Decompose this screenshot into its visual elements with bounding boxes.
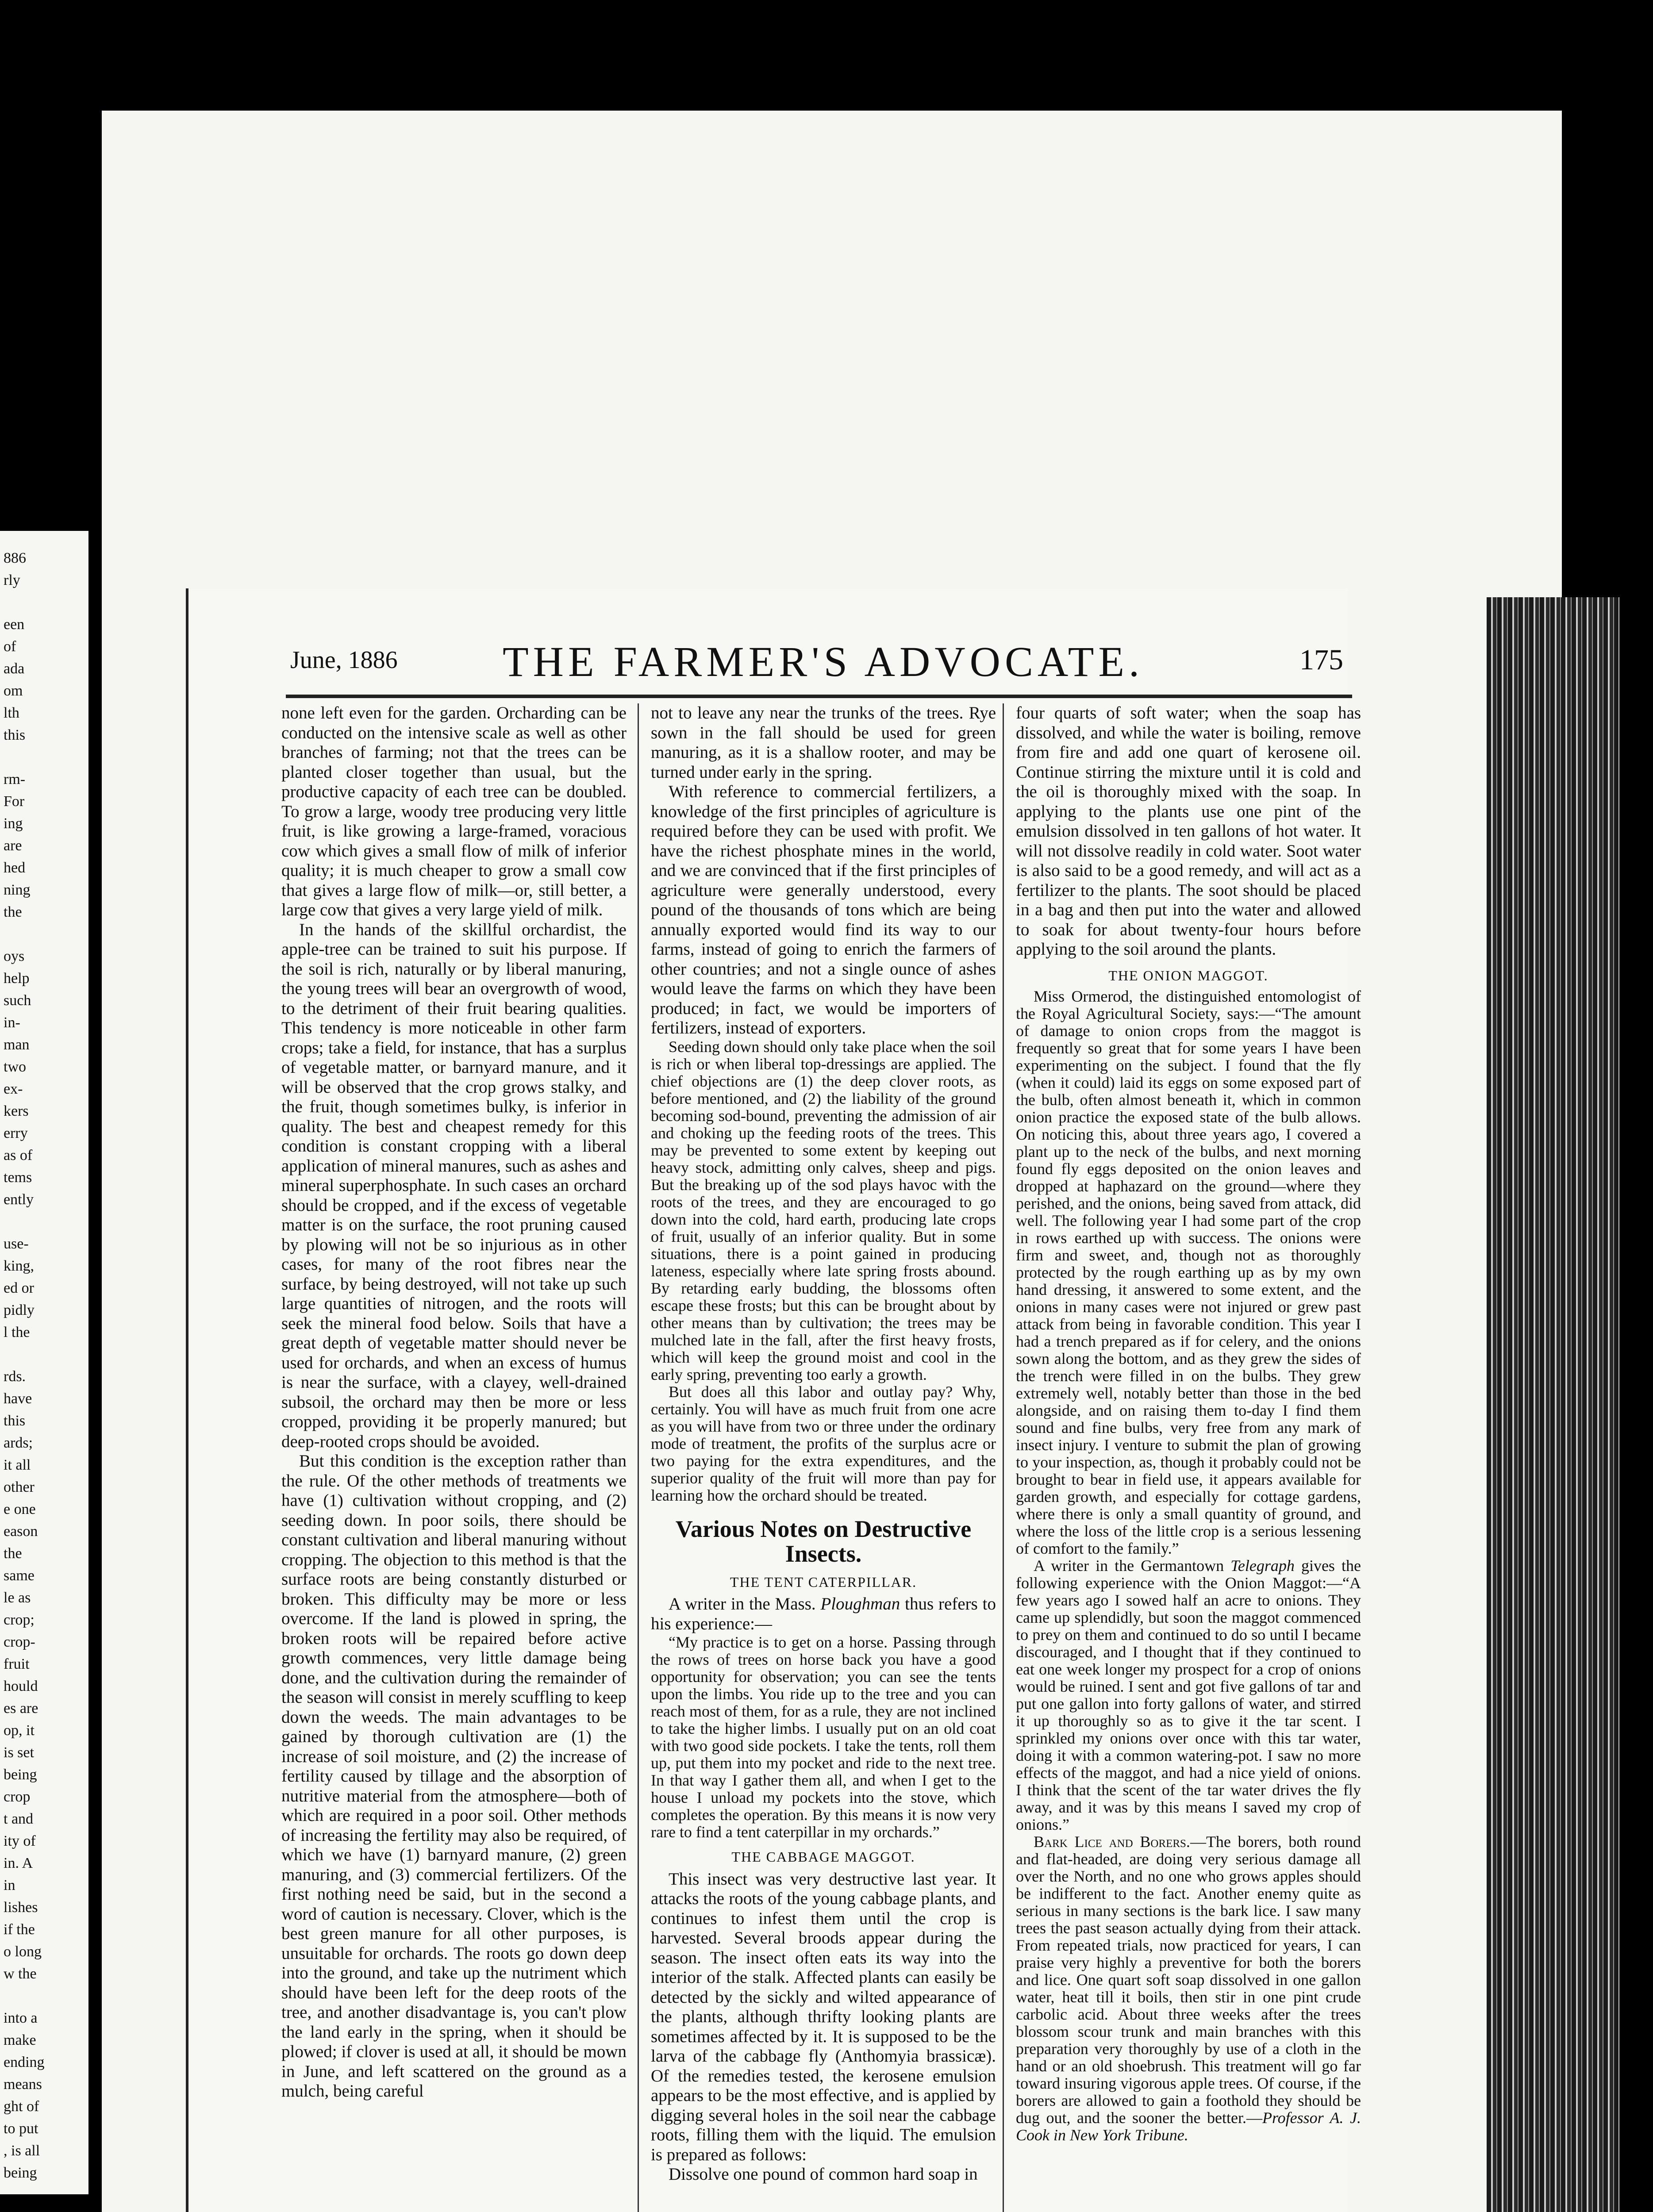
- margin-fragment: two: [4, 1059, 26, 1075]
- text-run: thus refers to his experience:—: [651, 1594, 996, 1633]
- margin-fragment: into a: [4, 2010, 38, 2026]
- margin-fragment: rly: [4, 572, 20, 588]
- margin-fragment: other: [4, 1479, 35, 1495]
- margin-fragment: being: [4, 1767, 37, 1783]
- book-spine: [1487, 597, 1619, 2212]
- section-subhead: THE ONION MAGGOT.: [1108, 967, 1269, 983]
- column-3: [1016, 703, 1361, 2144]
- column-divider: [1003, 703, 1004, 2212]
- margin-fragment: , is all: [4, 2143, 40, 2159]
- margin-fragment: lth: [4, 705, 19, 721]
- margin-fragment: hed: [4, 860, 26, 876]
- margin-fragment: the: [4, 1545, 22, 1562]
- margin-fragment: om: [4, 683, 23, 699]
- margin-fragment: o long: [4, 1943, 42, 1960]
- margin-fragment: ards;: [4, 1435, 33, 1451]
- margin-fragment: rds.: [4, 1368, 26, 1385]
- paragraph: This insect was very destructive last year. It attacks the roots of the young cabbage plants, and continues to infest them until the crop is harvested. Several broods appear during the season. The insect often eats its way into the interior of the stalk. Affected plants can easily be detected by the sickly and wilted appearance of the plants, although thrifty looking plants are sometimes affected by it. It is supposed to be the larva of the cabbage fly (Anthomyia brassicæ). Of the remedies tested, the kerosene emulsion appears to be the most effective, and is applied by digging several holes in the soil near the cabbage roots, filling them with the liquid. The emulsion is prepared as follows:: [651, 1869, 996, 2164]
- text-run: gives the following experience with the Onion Maggot:—“A few years ago I sowed half an acre to onions. They came up splendidly, but soon the maggot commenced to prey on them and continued to do so until I became discouraged, and I thought that if they continued to eat one week longer my prospect for a crop of onions would be ruined. I sent and got five gallons of tar and put one gallon into forty gallons of water, and stirred it up thoroughly so as to give it the tar scent. I sprinkled my onions over once with this tar water, doing it with a common watering-pot. I saw no more effects of the maggot, and had a nice yield of onions. I think that the scent of the tar water drives the fly away, and it was by this means I saved my crop of onions.”: [1016, 1557, 1361, 1833]
- margin-fragment: use-: [4, 1236, 29, 1252]
- paragraph: But does all this labor and outlay pay? Why, certainly. You will have as much fruit from one acre as you will have from two or three under the ordinary mode of treatment, the profits of the surplus acre or two paying for the extra expenditures, and the superior quality of the fruit will more than pay for learning how the orchard should be treated.: [651, 1382, 996, 1504]
- margin-fragment: king,: [4, 1258, 34, 1274]
- margin-fragment: rm-: [4, 771, 26, 787]
- margin-fragment: of: [4, 638, 16, 655]
- margin-fragment: For: [4, 793, 25, 810]
- margin-fragment: is set: [4, 1744, 34, 1761]
- margin-fragment: eason: [4, 1523, 38, 1540]
- margin-fragment: ed or: [4, 1280, 34, 1296]
- newspaper-name: Ploughman: [820, 1594, 900, 1613]
- margin-fragment: fruit: [4, 1656, 30, 1672]
- margin-fragment: ity of: [4, 1833, 36, 1849]
- margin-fragment: help: [4, 970, 30, 987]
- margin-fragment: op, it: [4, 1722, 35, 1739]
- text-run: —The borers, both round and flat-headed, are doing very serious damage all over the North, and no one who grows apples should be indifferent to the fact. Another enemy quite as serious in many sections is the bark lice. I saw many trees the past season actually dying from their attack. From repeated trials, now practiced for years, I can praise very highly a preventive for both the borers and lice. One quart soft soap dissolved in one gallon water, heat till it boils, then stir in one pint crude carbolic acid. About three weeks after the trees blossom scour trunk and main branches with this preparation very thoroughly by use of a cloth in the hand or an old shoebrush. This treatment will go far toward insuring vigorous apple trees. Of course, if the borers are allowed to gain a foothold they should be dug out, and the sooner the better.—: [1016, 1833, 1361, 2127]
- header-date: June, 1886: [290, 646, 398, 674]
- margin-fragment: oys: [4, 948, 25, 964]
- margin-fragment: erry: [4, 1125, 28, 1141]
- margin-fragment: in-: [4, 1014, 20, 1031]
- column-1: [281, 703, 627, 2101]
- margin-fragment: pidly: [4, 1302, 35, 1318]
- paragraph: But this condition is the exception rather than the rule. Of the other methods of treatments we have (1) cultivation without cropping, and (2) seeding down. In poor soils, there should be constant cultivation and liberal manuring without cropping. The objection to this method is that the surface roots are being constantly disturbed or broken. This difficulty may be more or less overcome. If the land is plowed in spring, the broken roots will be repaired before active growth commences, very little damage being done, and the cultivation during the remainder of the season will consist in merely scuffling to keep down the weeds. The main advantages to be gained by thorough cultivation are (1) the increase of soil moisture, and (2) the increase of fertility caused by tillage and the absorption of nutritive material from the atmosphere—both of which are required in a poor soil. Other methods of increasing the fertility may also be required, of which we have (1) barnyard manure, (2) green manuring, and (3) commercial fertilizers. Of the first nothing need be said, but in the second a word of caution is necessary. Clover, which is the best green manure for all other purposes, is unsuitable for orchards. The roots go down deep into the ground, and take up the nutriment which should have been left for the deep roots of the tree, and another disadvantage is, you can't plow the land early in the spring, when it should be plowed; if clover is used at all, it should be mown in June, and left scattered on the ground as a mulch, being careful: [281, 1452, 627, 2101]
- margin-fragment: hould: [4, 1678, 38, 1694]
- margin-fragment: have: [4, 1390, 32, 1407]
- margin-fragment: t and: [4, 1811, 34, 1827]
- margin-fragment: in. A: [4, 1855, 33, 1871]
- section-subhead: THE CABBAGE MAGGOT.: [731, 1849, 915, 1865]
- paragraph-lead: Bark Lice and Borers.: [1034, 1833, 1190, 1851]
- margin-fragment: such: [4, 992, 31, 1009]
- margin-fragment: crop-: [4, 1634, 35, 1650]
- margin-fragment: this: [4, 727, 26, 743]
- paragraph: [651, 1594, 996, 1634]
- paragraph: [1016, 1833, 1361, 2144]
- paragraph: With reference to commercial fertilizers, a knowledge of the first principles of agriculture is required before they can be used with profit. We have the richest phosphate mines in the world, and we are convinced that if the first principles of agriculture were generally understood, every pound of the thousands of tons which are being annually exported would find its way to our farms, instead of going to enrich the farmers of other countries; and not a single ounce of ashes would leave the farms on which they have been produced; in fact, we would be importers of fertilizers, instead of exporters.: [651, 782, 996, 1037]
- paragraph: Miss Ormerod, the distinguished entomologist of the Royal Agricultural Society, says:—“The amount of damage to onion crops from the maggot is frequently so great that for some years I have been experimenting on the subject. I found that the fly (when it could) laid its eggs on some exposed part of the bulb, often almost beneath it, which in common onion practice the exposed state of the bulb allows. On noticing this, about three years ago, I covered a plant up to the neck of the bulbs, and next morning found fly eggs deposited on the onion leaves and dropped at haphazard on the ground—where they perished, and the onions, being saved from attack, did well. The following year I had some part of the crop in rows earthed up with success. The onions were firm and sweet, and, though not as thoroughly protected by the rough earthing up as by my own hand dressing, it answered to some extent, and the onions in many cases were not injured or grew past attack from being in favorable condition. This year I had a trench prepared as if for celery, and the onions sown along the bottom, and as they grew the sides of the trench were filled in on the bulbs. They grew extremely well, notably better than those in the bed alongside, and on raising them to-day I find them sound and fine bulbs, very free from any mark of insect injury. I venture to submit the plan of growing to your inspection, as, though it probably could not be brought to bear in field use, it appears available for garden growth, and especially for cottage gardens, where there is only a small quantity of ground, and where the loss of the little crop is a serious lessening of comfort to the family.”: [1016, 987, 1361, 1557]
- margin-fragment: as of: [4, 1147, 33, 1164]
- margin-fragment: this: [4, 1413, 26, 1429]
- paragraph: Dissolve one pound of common hard soap in: [669, 2165, 978, 2184]
- margin-fragment: ending: [4, 2054, 45, 2070]
- margin-fragment: the: [4, 904, 22, 920]
- margin-fragment: l the: [4, 1324, 30, 1340]
- margin-fragment: le as: [4, 1590, 31, 1606]
- margin-fragment: to put: [4, 2120, 38, 2137]
- paragraph: not to leave any near the trunks of the trees. Rye sown in the fall should be used for green manuring, as it is a shallow rooter, and may be turned under early in the spring.: [651, 703, 996, 782]
- text-run: A writer in the Mass.: [669, 1594, 821, 1613]
- margin-fragment: w the: [4, 1966, 37, 1982]
- paragraph: four quarts of soft water; when the soap has dissolved, and while the water is boiling, remove from fire and add one quart of kerosene oil. Continue stirring the mixture until it is cold and the oil is thoroughly mixed with the soap. In applying to the plants use one pint of the emulsion dissolved in ten gallons of hot water. It will not dissolve readily in cold water. Soot water is also said to be a good remedy, and will act as a fertilizer to the plants. The soot should be placed in a bag and then put into the water and allowed to soak for about twenty-four hours before applying to the soil around the plants.: [1016, 703, 1361, 959]
- margin-fragment: 886: [4, 550, 26, 566]
- margin-fragment: make: [4, 2032, 36, 2048]
- margin-fragment: e one: [4, 1501, 36, 1517]
- margin-fragment: man: [4, 1037, 30, 1053]
- margin-fragment: ning: [4, 882, 31, 898]
- column-2: [651, 703, 996, 2185]
- margin-fragment: crop: [4, 1789, 31, 1805]
- attribution: Professor A. J. Cook in New York Tribune.: [1016, 2109, 1361, 2144]
- margin-fragment: kers: [4, 1103, 29, 1119]
- margin-fragment: een: [4, 616, 25, 633]
- header-rule: [286, 695, 1352, 698]
- paragraph: none left even for the garden. Orcharding can be conducted on the intensive scale as well as other branches of farming; not that the trees can be planted closer together than usual, but the productive capacity of each tree can be doubled. To grow a large, woody tree producing very little fruit, is like growing a large-framed, voracious cow which gives a small flow of milk of inferior quality; it is much cheaper to grow a small cow that gives a large flow of milk—or, still better, a large cow that gives a very large yield of milk.: [281, 703, 627, 919]
- page-number: 175: [1299, 644, 1343, 676]
- margin-fragment: tems: [4, 1169, 32, 1186]
- text-run: A writer in the Germantown: [1034, 1557, 1231, 1575]
- paragraph: Seeding down should only take place when the soil is rich or when liberal top-dressings are applied. The chief objections are (1) the deep clover roots, as before mentioned, and (2) the liability of the ground becoming sod-bound, preventing the admission of air and choking up the feeding roots of the trees. This may be prevented to some extent by keeping out heavy stock, admitting only calves, sheep and pigs. But the breaking up of the sod plays havoc with the roots of the trees, and they are encouraged to go down into the cold, hard earth, producing late crops of fruit, usually of an inferior quality. But in some situations, there is a point gained in producing lateness, especially where late spring frosts abound. By retarding early budding, the blossoms often escape these frosts; but this can be brought about by other means than by cultivation; the trees may be mulched late in the fall, after the first heavy frosts, which will keep the ground moist and cool in the early spring, preventing too early a growth.: [651, 1037, 996, 1383]
- margin-fragment: in: [4, 1877, 15, 1893]
- newspaper-name: Telegraph: [1230, 1557, 1295, 1575]
- margin-fragment: ght of: [4, 2098, 39, 2115]
- quote: “My practice is to get on a horse. Passing through the rows of trees on horse back you have a good opportunity for observation; you can see the tents upon the limbs. You ride up to the tree and you can reach most of them, for as a rule, they are not inclined to take the higher limbs. I usually put on an old coat with two good side pockets. I take the tents, roll them up, put them into my pocket and ride to the next tree. In that way I gather them all, and when I get to the house I unload my pockets into the stove, which completes the operation. By this means it is now very rare to find a tent caterpillar in my orchards.”: [651, 1633, 996, 1841]
- margin-fragment: lishes: [4, 1899, 38, 1916]
- margin-fragment: ing: [4, 815, 23, 832]
- page-content: [186, 588, 1361, 2212]
- margin-fragment: same: [4, 1567, 35, 1584]
- column-divider: [638, 703, 639, 2212]
- margin-fragment: being: [4, 2165, 37, 2181]
- margin-fragment: ently: [4, 1191, 34, 1208]
- margin-fragment: means: [4, 2076, 42, 2093]
- margin-fragment: if the: [4, 1921, 35, 1938]
- masthead-title: THE FARMER'S ADVOCATE.: [503, 638, 1144, 685]
- margin-fragment: ada: [4, 661, 25, 677]
- margin-fragment: ex-: [4, 1081, 23, 1097]
- margin-fragment: are: [4, 837, 22, 854]
- newspaper-page: [102, 111, 1562, 2212]
- margin-fragment: it all: [4, 1457, 31, 1473]
- margin-fragment: es are: [4, 1700, 38, 1717]
- adjacent-page-strip: [0, 531, 88, 2194]
- paragraph: [1016, 1557, 1361, 1833]
- paragraph: In the hands of the skillful orchardist, the apple-tree can be trained to suit his purpose. If the soil is rich, naturally or by liberal manuring, the young trees will bear an overgrowth of wood, to the detriment of their fruit bearing qualities. This tendency is more noticeable in other farm crops; take a field, for instance, that has a surplus of vegetable matter, or barnyard manure, and it will be observed that the crop grows stalky, and the fruit, though sometimes bulky, is inferior in quality. The best and cheapest remedy for this condition is constant cropping with a liberal application of mineral manures, such as ashes and mineral superphosphate. In such cases an orchard should be cropped, and if the excess of vegetable matter is on the surface, the root pruning caused by plowing will not be so injurious as in other cases, for many of the root fibres near the surface, by being destroyed, will not take up such large quantities of nitrogen, and the roots will seek the mineral food below. Soils that have a great depth of vegetable matter should never be used for orchards, and when an excess of humus is near the surface, with a clayey, well-drained subsoil, the orchard may then be more or less cropped, providing it be properly manured; but deep-rooted crops should be avoided.: [281, 920, 627, 1451]
- margin-fragment: crop;: [4, 1612, 35, 1628]
- article-heading: Various Notes on Destructive Insects.: [675, 1515, 972, 1567]
- page-header: [290, 637, 1343, 690]
- section-subhead: THE TENT CATERPILLAR.: [730, 1574, 917, 1590]
